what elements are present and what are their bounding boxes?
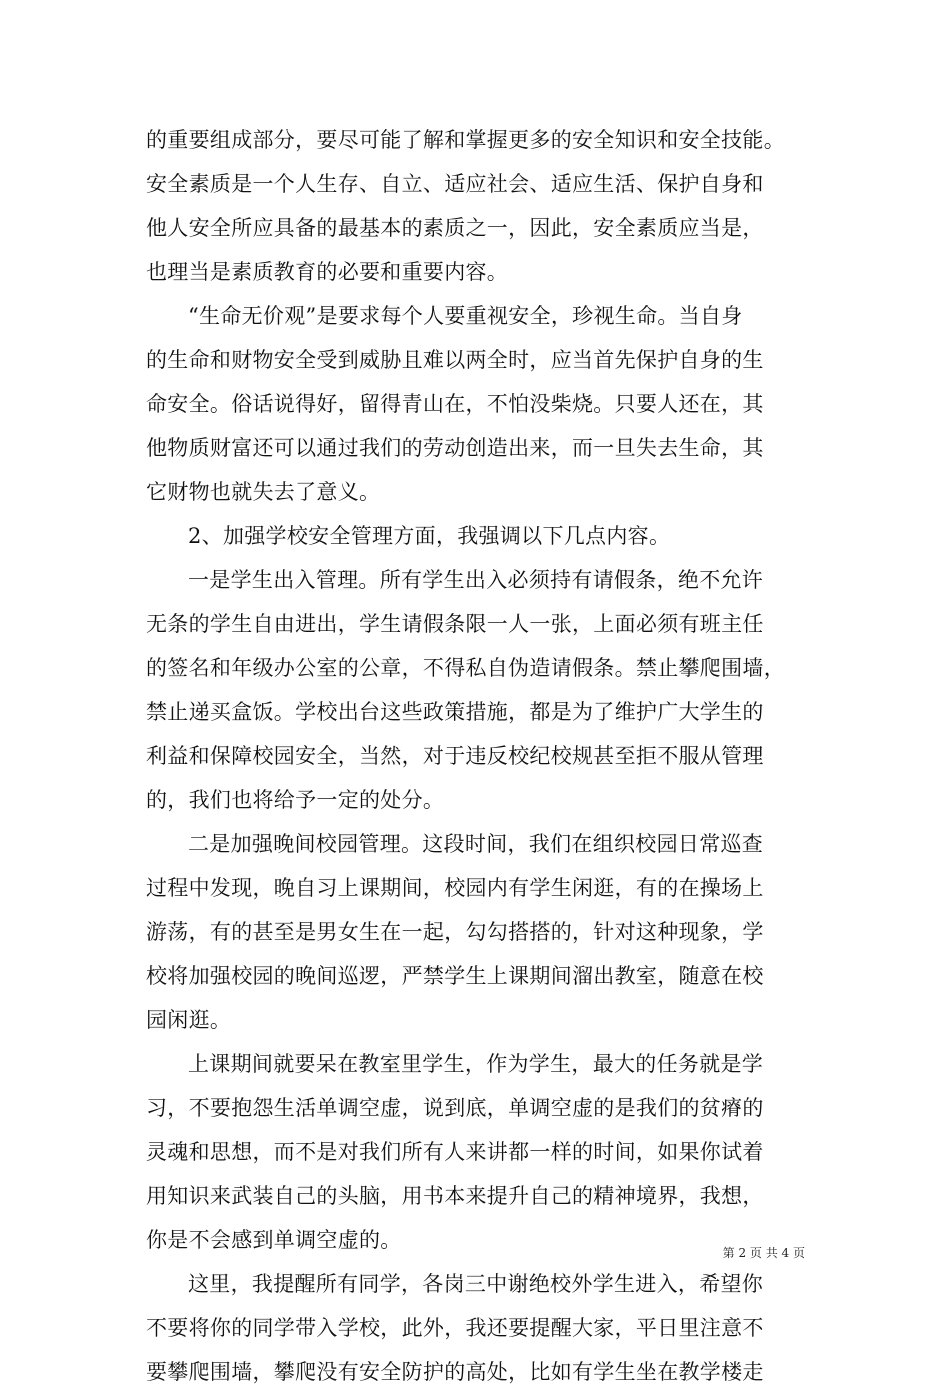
page-number: 第 2 页 共 4 页	[722, 1246, 805, 1260]
text-line: 无条的学生自由进出，学生请假条限一人一张，上面必须有班主任	[146, 612, 764, 636]
paragraph-first-line: 上课期间就要呆在教室里学生，作为学生，最大的任务就是学	[188, 1052, 764, 1076]
text-line: 利益和保障校园安全，当然，对于违反校纪校规甚至拒不服从管理	[146, 744, 764, 768]
text-line: 校将加强校园的晚间巡逻，严禁学生上课期间溜出教室，随意在校	[146, 964, 764, 988]
text-line: 的生命和财物安全受到威胁且难以两全时，应当首先保护自身的生	[146, 348, 764, 372]
text-line: 的，我们也将给予一定的处分。	[146, 788, 445, 812]
document-body	[146, 118, 810, 1394]
text-line: 的重要组成部分，要尽可能了解和掌握更多的安全知识和安全技能。	[146, 128, 785, 152]
text-line: 不要将你的同学带入学校，此外，我还要提醒大家，平日里注意不	[146, 1316, 764, 1340]
text-line: 用知识来武装自己的头脑，用书本来提升自己的精神境界，我想，	[146, 1184, 764, 1208]
text-line: 你是不会感到单调空虚的。	[146, 1228, 402, 1252]
text-line: 也理当是素质教育的必要和重要内容。	[146, 260, 509, 284]
text-line: 要攀爬围墙，攀爬没有安全防护的高处，比如有学生坐在教学楼走	[146, 1360, 764, 1384]
text-line: 园闲逛。	[146, 1008, 232, 1032]
paragraph-first-line: 二是加强晚间校园管理。这段时间，我们在组织校园日常巡查	[188, 832, 764, 856]
text-line: 过程中发现，晚自习上课期间，校园内有学生闲逛，有的在操场上	[146, 876, 764, 900]
text-line: 安全素质是一个人生存、自立、适应社会、适应生活、保护自身和	[146, 172, 764, 196]
text-line: 游荡，有的甚至是男女生在一起，勾勾搭搭的，针对这种现象，学	[146, 920, 764, 944]
text-line: 习，不要抱怨生活单调空虚，说到底，单调空虚的是我们的贫瘠的	[146, 1096, 764, 1120]
paragraph-first-line: “生命无价观”是要求每个人要重视安全，珍视生命。当自身	[188, 304, 743, 328]
text-line: 禁止递买盒饭。学校出台这些政策措施，都是为了维护广大学生的	[146, 700, 764, 724]
text-line: 他物质财富还可以通过我们的劳动创造出来，而一旦失去生命，其	[146, 436, 764, 460]
paragraph-first-line: 一是学生出入管理。所有学生出入必须持有请假条，绝不允许	[188, 568, 764, 592]
text-line: 的签名和年级办公室的公章，不得私自伪造请假条。禁止攀爬围墙，	[146, 656, 785, 680]
text-line: 命安全。俗话说得好，留得青山在，不怕没柴烧。只要人还在，其	[146, 392, 764, 416]
text-line: 他人安全所应具备的最基本的素质之一，因此，安全素质应当是，	[146, 216, 764, 240]
text-line: 它财物也就失去了意义。	[146, 480, 381, 504]
text-line: 灵魂和思想，而不是对我们所有人来讲都一样的时间，如果你试着	[146, 1140, 764, 1164]
paragraph-first-line: 2、加强学校安全管理方面，我强调以下几点内容。	[188, 524, 671, 548]
paragraph-first-line: 这里，我提醒所有同学，各岗三中谢绝校外学生进入，希望你	[188, 1272, 764, 1296]
